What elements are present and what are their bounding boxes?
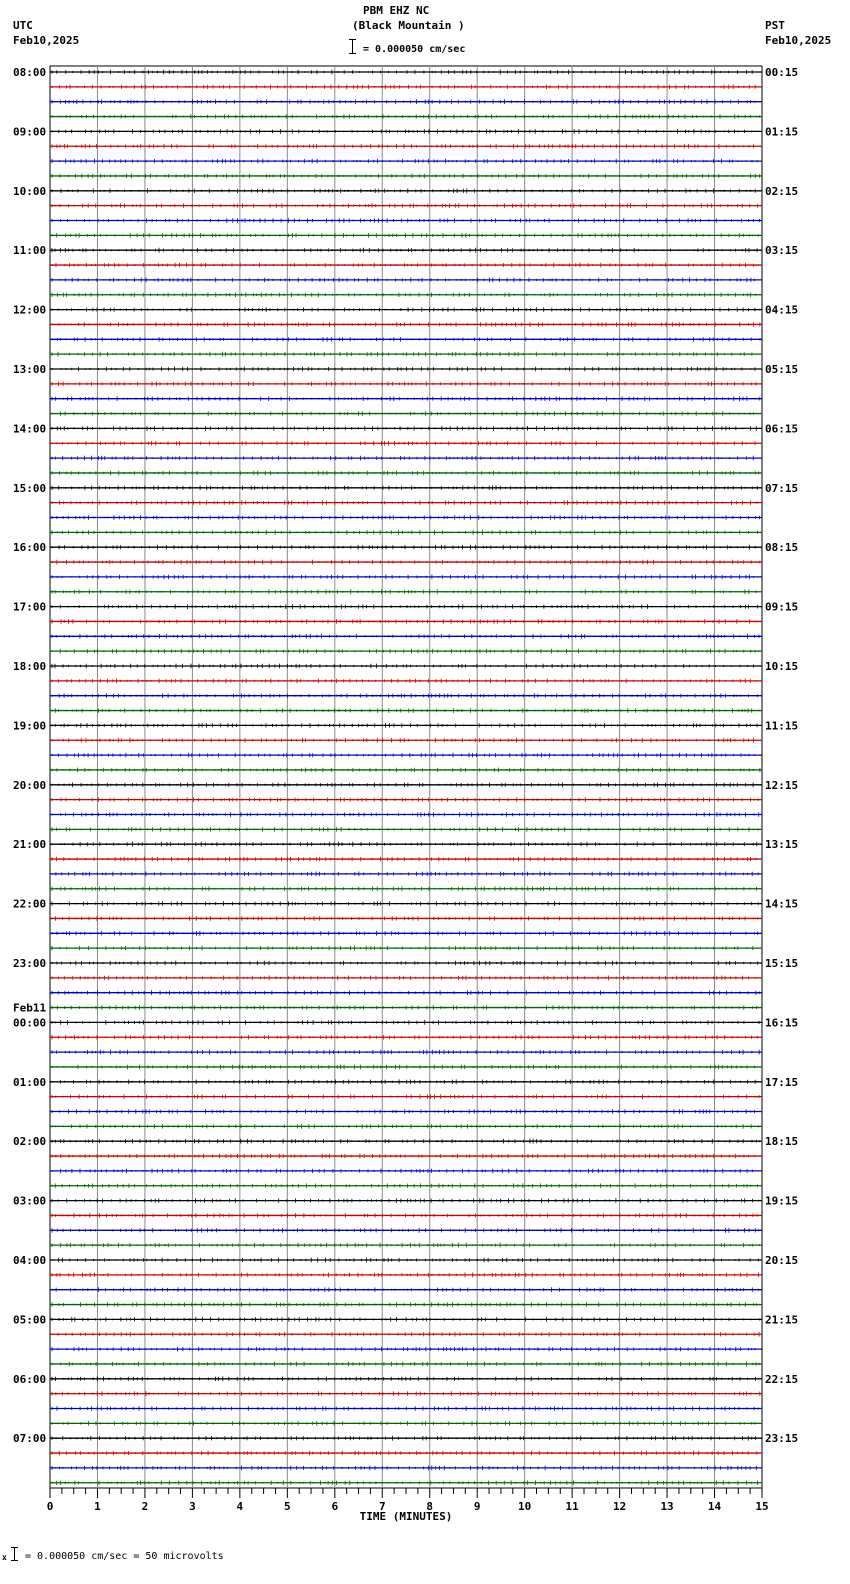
pst-hour-label: 20:15: [765, 1254, 799, 1267]
pst-hour-label: 17:15: [765, 1075, 799, 1089]
pst-hour-label: 13:15: [765, 838, 799, 852]
x-tick-label: 6: [331, 1500, 339, 1513]
utc-hour-label: 04:00: [13, 1254, 47, 1267]
utc-hour-label: 22:00: [13, 897, 47, 911]
utc-hour-label: 11:00: [13, 244, 47, 258]
footer-corner-mark: x: [2, 1553, 7, 1562]
pst-zone-label: PST: [765, 19, 785, 32]
utc-zone-label: UTC: [13, 19, 33, 32]
x-tick-label: 13: [660, 1500, 674, 1513]
utc-hour-label: 20:00: [13, 778, 47, 792]
utc-hour-label: 19:00: [13, 719, 47, 733]
utc-hour-label: 18:00: [13, 660, 47, 673]
utc-hour-label: 23:00: [13, 957, 47, 970]
footer-scale-cap-top: [11, 1547, 18, 1548]
footer-scale-note: = 0.000050 cm/sec = 50 microvolts: [25, 1551, 224, 1562]
x-tick-label: 3: [189, 1500, 196, 1513]
pst-hour-label: 08:15: [765, 541, 799, 555]
utc-hour-label: 14:00: [13, 422, 47, 436]
x-tick-label: 1: [94, 1500, 101, 1513]
scale-label: = 0.000050 cm/sec: [363, 44, 466, 55]
pst-hour-label: 09:15: [765, 600, 799, 614]
pst-hour-label: 05:15: [765, 363, 799, 376]
pst-hour-label: 04:15: [765, 303, 799, 317]
utc-hour-label: 02:00: [13, 1135, 47, 1149]
pst-hour-label: 14:15: [765, 897, 799, 911]
pst-hour-label: 19:15: [765, 1194, 799, 1208]
pst-hour-label: 22:15: [765, 1372, 799, 1386]
x-axis-label: TIME (MINUTES): [359, 1510, 453, 1523]
x-tick-label: 10: [518, 1500, 532, 1513]
utc-hour-label: 15:00: [13, 481, 47, 495]
x-tick-label: 2: [141, 1500, 149, 1513]
station-title: PBM EHZ NC: [363, 4, 430, 17]
pst-hour-label: 18:15: [765, 1135, 799, 1149]
pst-hour-label: 06:15: [765, 422, 799, 436]
date-change-label: Feb11: [13, 1001, 47, 1015]
pst-hour-label: 11:15: [765, 719, 799, 733]
utc-hour-label: 01:00: [13, 1075, 47, 1089]
x-tick-label: 4: [236, 1500, 244, 1513]
x-tick-label: 14: [707, 1500, 722, 1513]
x-tick-label: 0: [46, 1500, 54, 1513]
utc-hour-label: 05:00: [13, 1313, 47, 1327]
pst-hour-label: 00:15: [765, 66, 799, 79]
utc-hour-label: 21:00: [13, 838, 47, 852]
utc-hour-label: 10:00: [13, 184, 47, 198]
pst-hour-label: 07:15: [765, 481, 799, 495]
utc-date-label: Feb10,2025: [13, 34, 80, 47]
utc-hour-label: 16:00: [13, 541, 47, 555]
x-tick-label: 12: [612, 1500, 627, 1513]
x-tick-label: 5: [284, 1500, 291, 1513]
footer-scale-cap-bottom: [11, 1560, 18, 1561]
utc-hour-label: 03:00: [13, 1194, 47, 1208]
utc-hour-label: 13:00: [13, 363, 47, 376]
utc-hour-label: 07:00: [13, 1432, 47, 1446]
pst-hour-label: 10:15: [765, 660, 799, 673]
x-tick-label: 15: [755, 1500, 769, 1513]
pst-hour-label: 12:15: [765, 778, 799, 792]
x-tick-label: 8: [426, 1500, 434, 1513]
utc-hour-label: 17:00: [13, 600, 47, 614]
location-title: (Black Mountain ): [352, 19, 465, 32]
x-tick-label: 7: [378, 1500, 386, 1513]
utc-hour-label: 00:00: [13, 1016, 47, 1030]
footer-scale-bar-icon: [14, 1547, 15, 1561]
pst-hour-label: 02:15: [765, 184, 799, 198]
x-tick-label: 9: [473, 1500, 481, 1513]
pst-hour-label: 01:15: [765, 125, 799, 139]
utc-hour-label: 08:00: [13, 66, 47, 79]
x-tick-label: 11: [565, 1500, 579, 1513]
utc-hour-label: 06:00: [13, 1372, 47, 1386]
pst-date-label: Feb10,2025: [765, 34, 832, 47]
utc-hour-label: 12:00: [13, 303, 47, 317]
utc-hour-label: 09:00: [13, 125, 47, 139]
pst-hour-label: 21:15: [765, 1313, 799, 1327]
pst-hour-label: 16:15: [765, 1016, 799, 1030]
pst-hour-label: 15:15: [765, 957, 799, 970]
pst-hour-label: 23:15: [765, 1432, 799, 1446]
pst-hour-label: 03:15: [765, 244, 799, 258]
